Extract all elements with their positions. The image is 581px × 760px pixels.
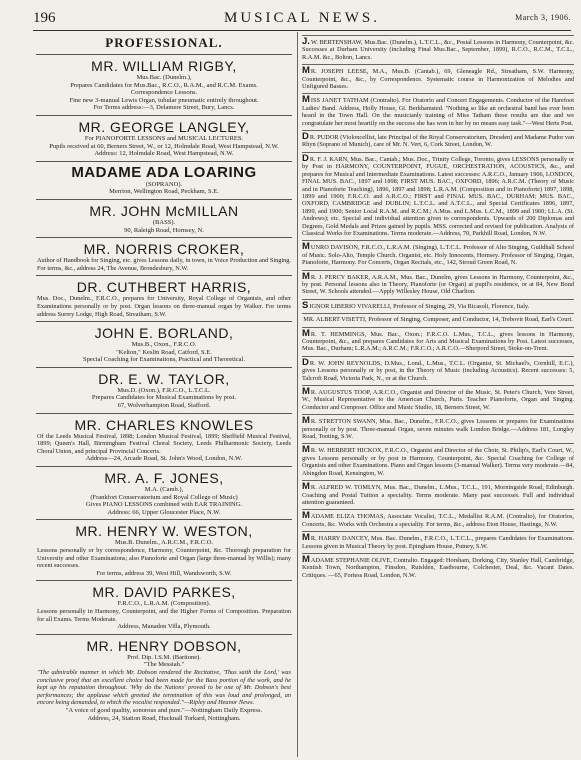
card-line: Merrion, Wellington Road, Peckham, S.E. [109,188,219,196]
card-line: Gives PIANO LESSONS combined with EAR TRAINING. [85,501,243,509]
professional-name: MADAME ADA LOARING [71,163,257,181]
professional-name: MR. HENRY DOBSON, [86,637,242,654]
professional-name: MR. JOHN McMILLAN [89,202,239,219]
professional-card [36,413,292,466]
drop-initial: S [302,299,309,311]
advertisement-text: R. T. HEMMINGS, Mus. Bac., Oxon.; F.R.C.O. L.Mus., T.C.L., gives lessons in Harmony, Counterpoint, &c., and prepares Candidates for Arts and Musical Examinations by Post. Latest successes, Mus. Bac., Durham; L.R.A.M.; A.R.C.M.; F.R.C.O.; A.R.C.O.—Sherpord Street, Stoke-on-Trent. [302,330,574,353]
drop-initial: M [302,553,310,565]
drop-initial: M [302,65,310,77]
advertisement-text: ISS JANET TATHAM (Contralto). For Oratorio and Concert Engagements. Conductor of the Harefoot Ladies' Band. Address, Holly House, Gt. Berkhamsted. "Nothing so like an orchestral band has ever been heard in the Town Hall. On the musicianly training of Miss Tatham these results are due and we congratulate her most heartily on the success she has won in her by no means easy task."—West Herts Post. [302,97,574,127]
card-line: Pupils received at 60, Berners Street, W., or 12, Holmdale Road, West Hampstead, N.W. [49,142,279,150]
issue-date: March 3, 1906. [515,13,571,22]
drop-initial: M [302,94,310,106]
professional-card [36,54,292,115]
card-line: Of the Leeds Musical Festival, 1898; London Musical Festival, 1899; Sheffield Musical Festival, 1899; Queen's Hall, Birmingham Festival Choral Society, Leeds Philharmonic Society, Leeds Choral Union, and principal Provincial Concerts. [37,432,291,455]
advertisement [302,313,574,326]
card-line: Address, Manadon Villa, Plymouth. [117,623,211,631]
drop-initial: M [302,270,310,282]
right-column [302,35,574,582]
drop-initial: M [302,415,310,427]
advertisement [302,130,574,152]
card-line: Special Coaching for Examinations, Practical and Theoretical. [83,356,245,364]
professional-name: MR. GEORGE LANGLEY, [78,118,250,135]
advertisement-text: ADAME STEPHANIE OLIVE, Contralto. Engaged: Horsham, Dorking, City, Stanley Hall, Cambridge, Kentish Town, Northampton, Finsdon, Ruislden, Eastbourne, Colchester, Deal, &c. Vacant Dates. Critiques. —65, Fortess Road, London, N.W. [302,556,574,579]
advertisement [302,299,574,313]
card-line: (BASS). [152,218,176,226]
card-line: Address: 66, Upper Gloucester Place, N.W. [107,508,221,516]
advertisement-text: R. ALFRED W. TOMLYN, Mus. Bac., Dunelm., L.Mus., T.C.L., 191, Morningside Road, Edinburgh. Coaching and Postal Tuition a speciality. Terms moderate. Many past successes. Full and individual attention guaranteed. [302,484,574,506]
card-line: "Kelton," Keslin Road, Catford, S.E. [116,348,212,356]
header-rule [33,30,571,31]
professional-card [36,161,292,199]
card-line: "The admirable manner in which Mr. Dobson rendered the Recitative, 'Thus saith the Lord,' was conclusive proof that an excellent choice had been made for the Bass portion of the work, and he kept up his reputation throughout. 'Why do the Nations' proved to be one of Mr. Dobson's best performances; the applause which greeted the termination of this was loud and prolonged, an encore being demanded, to which the vocalist responded."—Ripley and Heanor News. [37,668,291,707]
professional-card [36,367,292,413]
advertisement [302,553,574,582]
advertisement-text: R. HARRY DANCEY, Mus. Bac. Dunelm., F.R.C.O., L.T.C.L., prepares Candidates for Examinations. Lessons given in Musical Theory by post. Epingham House, Putney, S.W. [302,535,574,550]
publication-title: MUSICAL NEWS. [224,10,380,26]
card-line: Prepares Candidates for Mus.Bac., R.C.O., R.A.M., and R.C.M. Exams. [70,81,258,89]
card-line: "A voice of good quality, sonorous and pure."—Nottingham Daily Express. [65,706,263,714]
professional-card [36,321,292,367]
card-line: Correspondence Lessons. [130,89,198,97]
professional-name: MR. NORRIS CROKER, [83,241,245,258]
professional-card [36,275,292,321]
advertisement-text: R. JOSEPH LEESE, M.A., Mus.B. (Cantab.), 69, Gleneagle Rd., Streatham, S.W. Harmony, Counterpoint, &c., &c., by Correspondence. Systematic course in Harmonization of Melodies and Unfigured Basses. [302,68,574,91]
professional-name: DR. E. W. TAYLOR, [98,370,230,387]
card-line: "The Messiah." [143,661,185,669]
advertisement-text: ADAME ELIZA THOMAS, Associate Vocalist, T.C.L., Medallist R.A.M. (Contralto), for Oratorios, Concerts, &c. Works with Orchestra a speciality. For terms, &c., address Eton House, Hastings, N.W. [302,513,574,528]
page-number: 196 [33,10,56,26]
professional-card [36,115,292,161]
card-line: For PIANOFORTE LESSONS and MUSICAL LECTURES. [84,134,244,142]
card-line: Address, 24, Station Road, Hucknall Torkard, Nottingham. [87,714,241,722]
professional-name: MR. DAVID PARKES, [92,584,236,601]
drop-initial: J. [302,36,310,47]
advertisement-text: R. STRETTON SWANN, Mus. Bac., Dunelm., F.R.C.O., gives Lessons or prepares for Examinations personally or by post. Three-manual Organ, seven minutes walk London Bridge.—Address 181, Longley Road, Tooting, S.W. [302,418,574,441]
card-line: Lessons personally or by correspondence, Harmony, Counterpoint, &c. Thorough preparation for University and other Examinations; also Pianoforte and Organ (large three-manual by Willis); many recent successes. [37,547,291,570]
drop-initial: D [302,356,309,368]
professional-card [36,634,292,725]
drop-initial: M [302,241,310,253]
card-line: Mus.B. Dunelm., A.R.C.M., F.R.C.O. [114,539,214,547]
advertisement [302,356,574,385]
card-line: F.R.C.O., L.R.A.M. (Composition). [117,600,211,608]
advertisement [302,443,574,480]
advertisement [302,509,574,531]
card-line: Lessons personally in Harmony, Counterpoint, and the Higher Forms of Composition. Preparation for all Exams. Terms Moderate. [37,607,291,623]
professional-name: JOHN E. BORLAND, [94,325,234,342]
advertisement [302,385,574,414]
card-line: 90, Raleigh Road, Hornsey, N. [124,226,204,234]
card-line: Mus. Doc., Dunelm., F.R.C.O., prepares for University, Royal College of Organists, and other Examinations personally or by post. Organ lessons on three-manual organ by Walker. For terms address Surrey Lodge, High Road, Streatham, S.W. [37,295,291,318]
advertisement [302,93,574,130]
advertisement-text: UNRO DAVISON, F.R.C.O., L.R.A.M. (Singing), L.T.C.L. Professor of Alto Singing, Guildhall School of Music. Solo-Alto, Temple Church. Organist, etc. Holy Innocents, Hornsey. Professor of Singing, Organ, Pianoforte, Harmony. For Concerts, Organ Recitals, etc., 142, Stroud Green Road, N. [302,244,574,267]
advertisement [302,64,574,93]
professional-name: MR. WILLIAM RIGBY, [91,58,237,74]
drop-initial: M [302,444,310,456]
card-line: Address—24, Arcade Road, St. John's Wood, London, N.W. [85,455,243,463]
advertisement-text: MR. ALBERT VISETTI, Professor of Singing, Composer, and Conductor, 14, Trebovir Road, Earl's Court. [303,316,573,324]
drop-initial: D [302,152,309,164]
card-line: For Terms address:—3, Delamere Street, Bury, Lancs. [93,104,235,112]
advertisement [302,531,574,553]
card-line: Fine new 3-manual Lewis Organ, tubular pneumatic entirely throughout. [69,96,259,104]
professional-card [36,519,292,580]
advertisement-text: R. J. PERCY BAKER, A.R.A.M., Mus. Bac., Dunelm, gives Lessons in Harmony, Counterpoint, &c., by post. Personal lessons also in Theory, Pianoforte (or Organ) at pupil's residence, or at 84, New Bond Street, W. Schools attended.—Apply Willesley House, Old Charlton. [302,273,574,296]
drop-initial: M [302,532,310,544]
professional-card [36,199,292,237]
card-line: (Frankfort Conservatorium and Royal College of Music) [90,493,238,501]
advertisement-text: W. BERTENSHAW, Mus.Bac. (Dunelm.), L.T.C.L., &c., Postal Lessons in Harmony, Counterpoint, &c. Successes at Durham University (including Final Mus.Bac., September, 1899), R.C.O., R.C.M., T.C.L., R.A.M. &c., Bolton, Lancs. [302,39,574,61]
professional-name: MR. CHARLES KNOWLES [74,416,254,433]
professional-card [36,580,292,633]
card-line: Author of Handbook for Singing, etc. gives Lessons daily, in town, in Voice Production and Singing. For terms, &c., address 24, The Avenue, Brondesbury, N.W. [37,257,291,272]
drop-initial: D [302,131,309,143]
card-line: For terms, address 39, West Hill, Wandsworth, S.W. [96,569,232,577]
advertisement [302,480,574,509]
advertisement-text: R. W. HERBERT HICKOX, F.R.C.O., Organist and Director of the Choir, St. Philip's, Earl's Court, W., gives Lessons personally or by post in Harmony, Counterpoint, &c. Special Coaching for College of Organists and other Examinations. Piano and Organ lessons (3-manual Walker). Terms very moderate.—84, Abingdon Road, Kensington, W. [302,447,574,477]
advertisement-text: R. AUGUSTUS TOOP, A.R.C.O., Organist and Director of the Music, St. Peter's Church, Vere Street, W., Musical Representative to the American Church, Paris. Teacher Pianoforte, Organ and Singing. Conductor and Composer. Office and Music Studio, 18, Berners Street, W. [302,389,574,411]
advertisement [302,152,574,240]
drop-initial: M [302,481,310,493]
card-line: 67, Wolverhampton Road, Stafford. [117,402,211,410]
card-line: Mus.Bac. (Dunelm.), [136,74,192,81]
card-line: M.A. (Camb.), [144,486,184,494]
card-line: (SOPRANO). [145,180,183,188]
drop-initial: M [302,510,310,522]
advertisement-text: R. W. JOHN REYNOLDS, D.Mus., Lond., L.Mus., T.C.L. (Organist, St. Michael's, Cornhill, E.C.), gives Lessons personally or by post, in the Theory of Music (including Acoustics). Recent successes: 5, Talcroft Road, Victoria Park, N., or at the Church. [302,359,574,382]
professional-name: DR. CUTHBERT HARRIS, [76,279,252,296]
drop-initial: M [302,386,310,398]
card-line: Mus.D. (Oxon.), F.R.C.O., L.T.C.L. [117,386,211,394]
advertisement [302,414,574,443]
advertisement [302,270,574,299]
drop-initial: M [302,327,310,339]
card-line: Prof. Dip. I.S.M. (Baritone). [127,653,201,661]
advertisement [302,35,574,64]
professional-name: MR. A. F. JONES, [104,470,224,487]
professional-card [36,466,292,519]
card-line: Mus.B., Oxon., F.R.C.O. [131,341,197,349]
professional-name: MR. HENRY W. WESTON, [75,523,253,540]
left-column [36,34,292,725]
advertisement-text: IGNOR LIBERIO VIVARELLI, Professor of Singing, 29, Via Ricasoli, Florence, Italy. [309,302,530,310]
advertisement [302,240,574,269]
advertisement-text: R. F. J. KARN, Mus. Bac., Cantab.; Mus. Doc., Trinity College, Toronto, gives LESSONS personally or by Post in HARMONY, COUNTERPOINT, FUGUE, ORCHESTRATION, ACOUSTICS, &c., and prepares for Musical and Intermediate Examinations. Latest successes: A.R.C.O., January 1906, LONDON, FINAL MUS. BAC., 1897 and 1898; FIRST MUS. BAC., OXFORD, 1896; A.R.C.M. (Theory of Music and in Pianoforte Teaching), 1896, 1897 and 1898; L.R.A.M. (Composition and in Pianoforte) 1897, 1898, 1899 and 1900; F.R.C.O. and A.R.C.O.; FIRST and FINAL MUS. BAC., DURHAM; MUS. BAC., OXFORD, CAMBRIDGE and DUBLIN; L.T.C.L. and A.T.C.L., and Special Certificates 1896, 1897, 1899, and 1900; Senior Local R.A.M. and R.C.M.; A.Mus. and L.Mus. L.C.M., 1899 and 1900; LL.A. (St. Andrews); etc. Special and individual attention given to correspondents. Upwards of 200 Diplomas and Degrees, Gold Medals and Prizes gained by pupils. MSS. corrected and revised for publication. Analysis of Classical Works for Examinations. Terms moderate.—Address, 70, Parkhill Road, London, N.W. [302,155,574,237]
page-header [33,10,571,32]
card-line: Address: 12, Holmdale Road, West Hampstead, N.W. [94,150,234,158]
professional-card [36,237,292,275]
advertisement-text: R. PUDOR (Violoncellist, late Principal of the Royal Conservatorium, Dresden) and Madame Pudor van Rhyn (Soprano of Munich), care of Mr. N. Vert, 6, Cork Street, London, W. [302,134,574,149]
advertisement [302,327,574,356]
section-heading: PROFESSIONAL. [105,35,223,50]
card-line: Prepares Candidates for Musical Examinations by post. [91,394,237,402]
column-divider [297,32,298,757]
